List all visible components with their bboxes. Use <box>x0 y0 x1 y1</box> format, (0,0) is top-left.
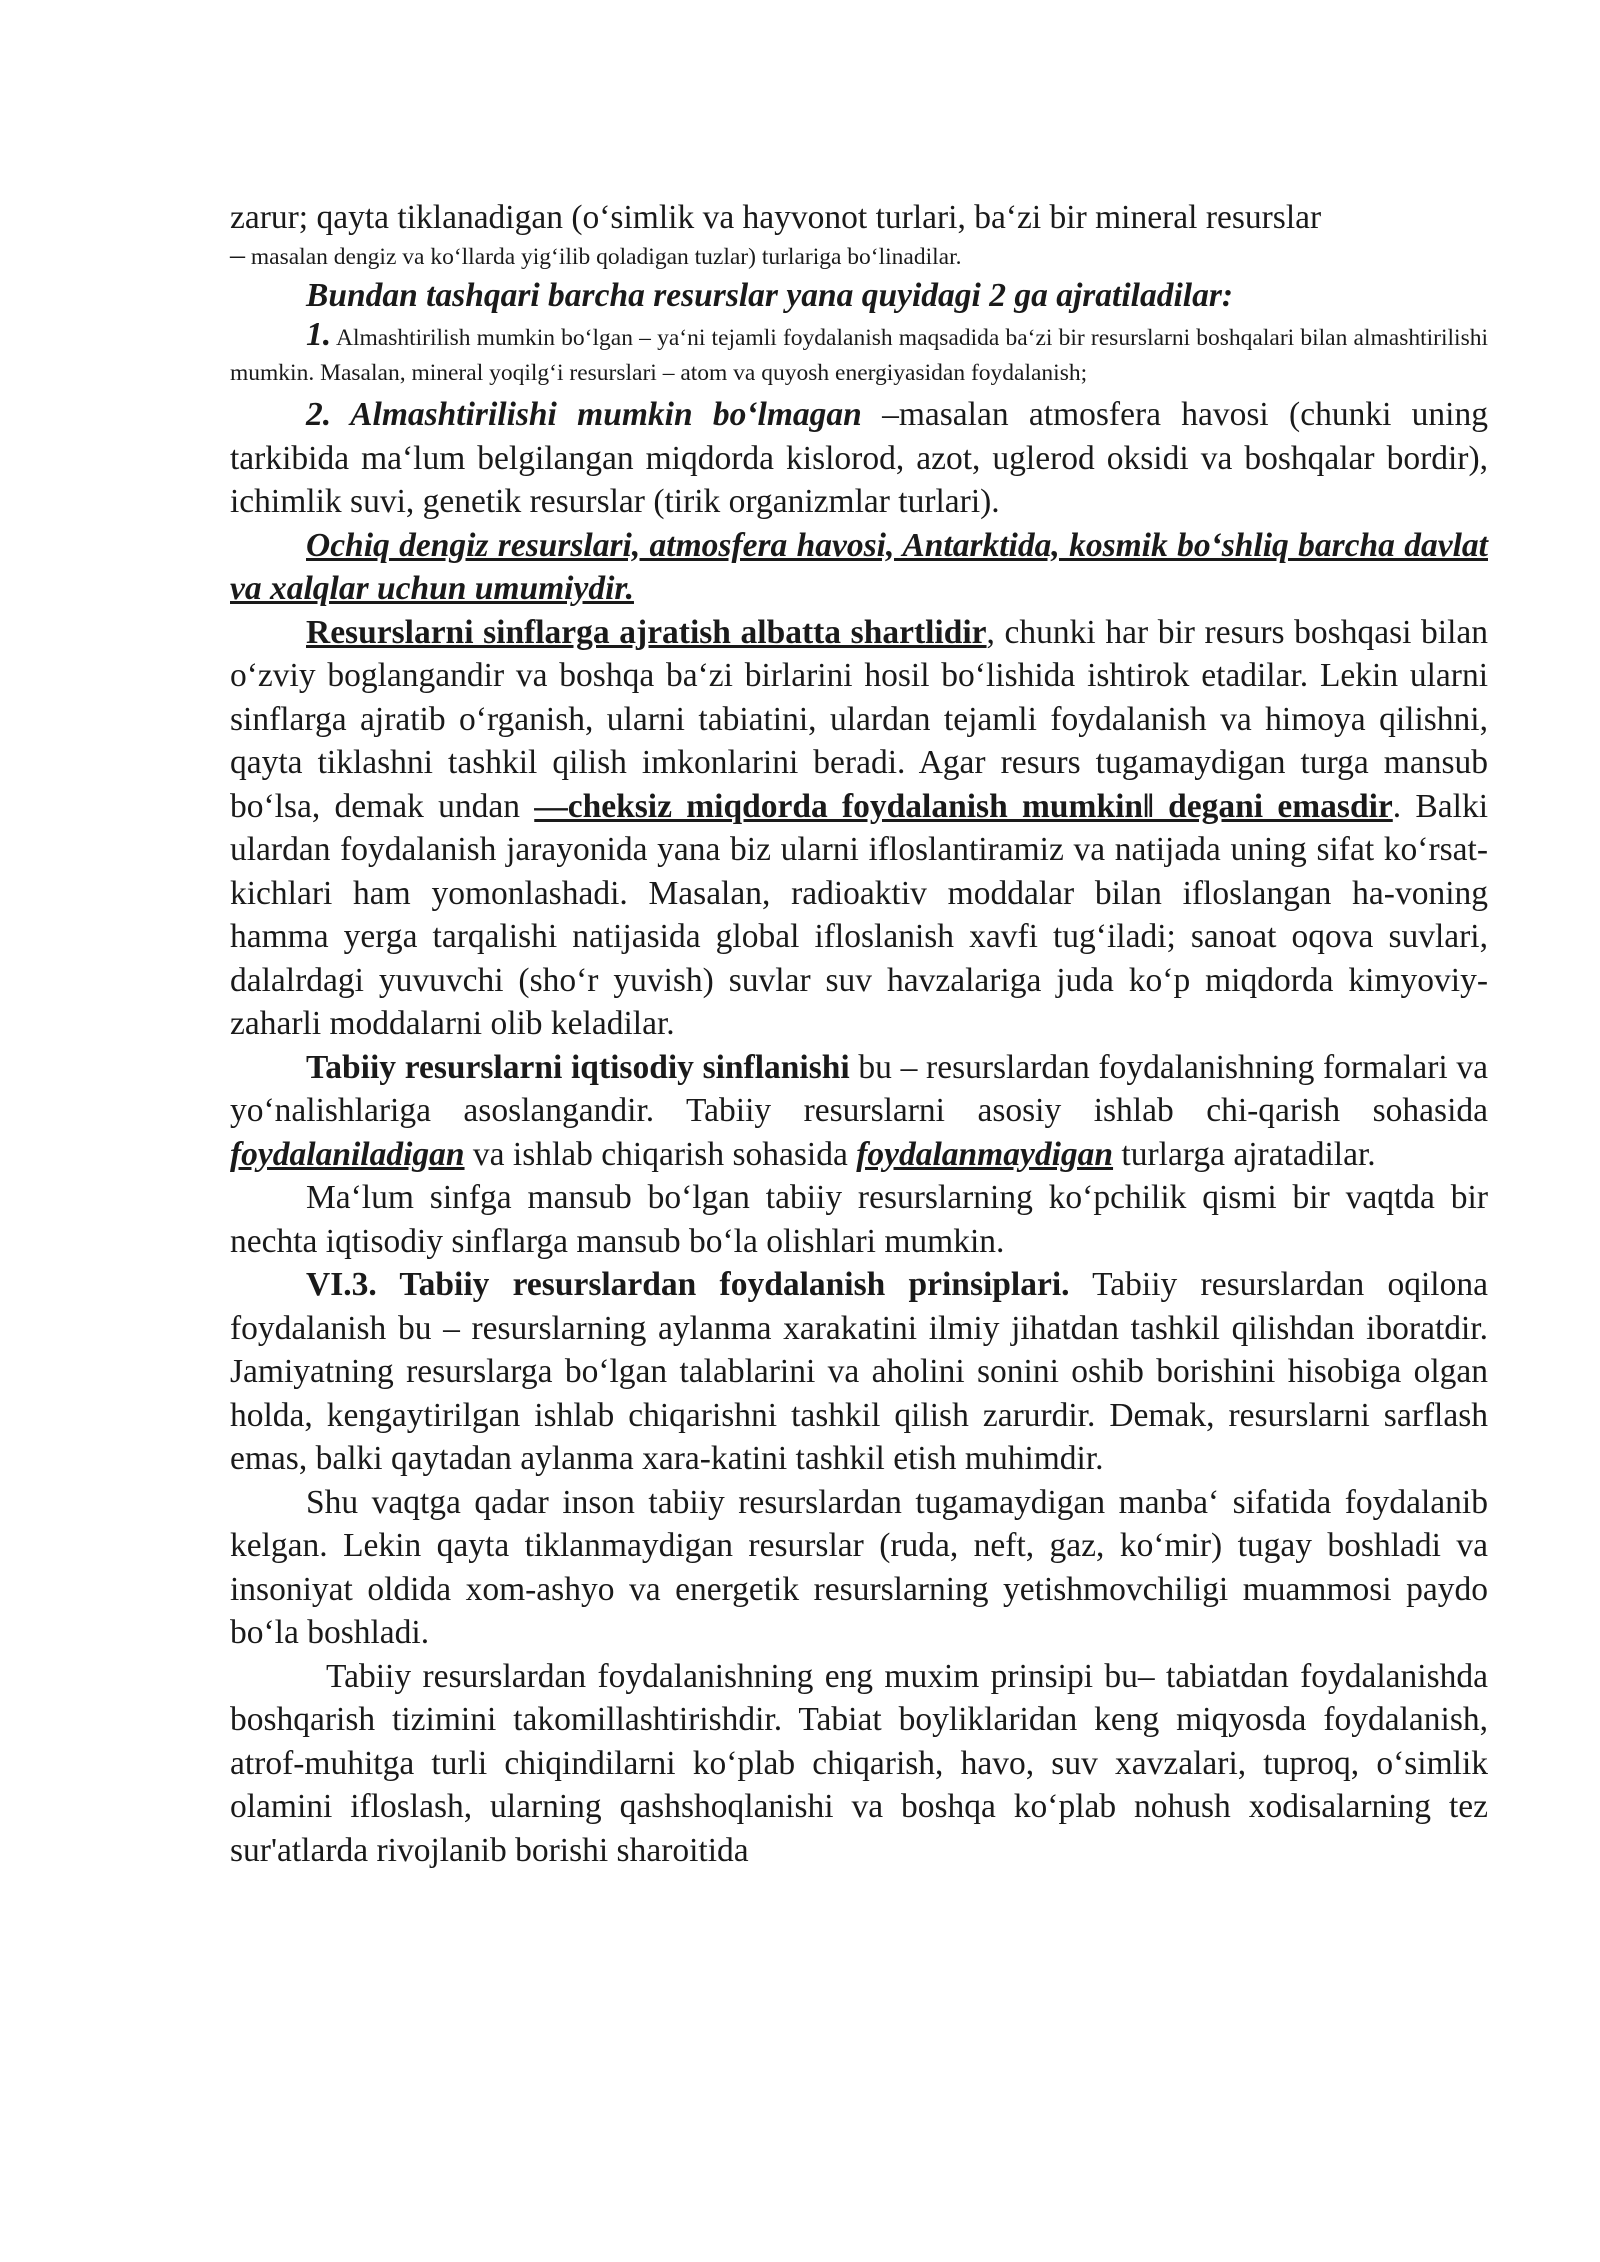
paragraph-8 <box>230 1176 1488 1263</box>
paragraph-6-heading: Resurslarni sinflarga ajratish albatta shartlidir <box>306 613 987 651</box>
term-unused: foydalanmaydigan <box>856 1135 1114 1173</box>
paragraph-7-text-a: bu – resurslardan foydalanishning formalari va yo‘nalishlariga asoslangandir. Tabiiy resurslarni asosiy ishlab chi-qarish sohasida <box>230 1048 1488 1129</box>
paragraph-11-text: Tabiiy resurslardan foydalanishning eng muxim prinsipi bu– tabiatdan foydalanishda boshqarish tizimini takomillashtirishdir. Tabiat boyliklaridan keng miqyosda foydalanish, atrof-muhitga turli chiqindilarni ko‘plab chiqarish, havo, suv xavzalari, tuproq, o‘simlik olamini ifloslash, ularning qashshoqlanishi va boshqa ko‘plab nohush xodisalarning tez sur'atlarda rivojlanib borishi sharoitida <box>230 1657 1488 1869</box>
paragraph-9-text: Tabiiy resurslardan oqilona foydalanish bu – resurslarning aylanma xarakatini ilmiy jihatdan tashkil qilishdan iboratdir. Jamiyatning resurslarga bo‘lgan talablarini va aholini sonini oshib borishini hisobiga olgan holda, kengaytirilgan ishlab chiqarishni tashkil qilish zarurdir. Demak, resurslarni sarflash emas, balki qaytadan aylanma xara-katini tashkil etish muhimdir. <box>230 1266 1488 1477</box>
paragraph-1-line-2: masalan dengiz va ko‘llarda yig‘ilib qoladigan tuzlar) turlariga bo‘linadilar. <box>245 243 962 270</box>
common-resources-statement: Ochiq dengiz resurslari, atmosfera havosi, Antarktida, kosmik bo‘shliq barcha davlat va xalqlar uchun umumiydir. <box>230 526 1488 607</box>
paragraph-6 <box>230 611 1488 1046</box>
paragraph-11 <box>230 1655 1488 1873</box>
list-number-1: 1. <box>306 316 332 353</box>
paragraph-8-text: Ma‘lum sinfga mansub bo‘lgan tabiiy resurslarning ko‘pchilik qismi bir vaqtda bir nechta iqtisodiy sinflarga mansub bo‘la olishlari mumkin. <box>230 1179 1488 1260</box>
paragraph-6-emphasis: ―cheksiz miqdorda foydalanish mumkin‖ degani emasdir <box>534 787 1393 825</box>
paragraph-3 <box>230 317 1488 391</box>
paragraph-2 <box>230 274 1488 318</box>
dash: – <box>230 237 245 271</box>
paragraph-7-text-c: turlarga ajratadilar. <box>1113 1135 1376 1173</box>
paragraph-10 <box>230 1481 1488 1655</box>
paragraph-7-heading: Tabiiy resurslarni iqtisodiy sinflanishi <box>306 1048 850 1086</box>
paragraph-1-line-1: zarur; qayta tiklanadigan (o‘simlik va hayvonot turlari, ba‘zi bir mineral resurslar <box>230 199 1322 236</box>
paragraph-5 <box>230 524 1488 611</box>
paragraph-4-text: –masalan atmosfera havosi (chunki uning tarkibida ma‘lum belgilangan miqdorda kislorod, azot, uglerod oksidi va boshqalar bordir), ichimlik suvi, genetik resurslar (tirik organizmlar turlari). <box>230 396 1488 520</box>
paragraph-3-text: Almashtirilish mumkin bo‘lgan – ya‘ni tejamli foydalanish maqsadida ba‘zi bir resurslarni boshqalari bilan almashtirilishi mumkin. Masalan, mineral yoqilg‘i resurslari – atom va quyosh energiyasidan foydalanish; <box>230 325 1488 386</box>
paragraph-6-text-a: , chunki har bir resurs boshqasi bilan o‘zviy boglangandir va boshqa ba‘zi birlarini hosil bo‘lishida ishtirok etadilar. Lekin ularni sinflarga ajratib o‘rganish, ularni tabiatini, ulardan tejamli foydalanish va himoya qilishni, qayta tiklashni tashkil qilish imkonlarini beradi. Agar resurs tugamaydigan turga mansub bo‘lsa, demak undan <box>230 613 1489 825</box>
list-item-2-heading: 2. Almashtirilishi mumkin bo‘lmagan <box>306 396 862 433</box>
term-used: foydalaniladigan <box>230 1135 465 1173</box>
paragraph-4 <box>230 393 1488 524</box>
paragraph-7 <box>230 1046 1488 1177</box>
section-heading-vi3: VI.3. Tabiiy resurslardan foydalanish prinsiplari. <box>306 1266 1070 1303</box>
paragraph-7-text-b: va ishlab chiqarish sohasida <box>464 1135 857 1173</box>
paragraph-6-text-b: . Balki ulardan foydalanish jarayonida yana biz ularni ifloslantiramiz va natijada uning sifat ko‘rsat-kichlari ham yomonlashadi. Masalan, radioaktiv moddalar bilan ifloslangan ha-voning hamma yerga tarqalishi natijasida global ifloslanish xavfi tug‘iladi; sanoat oqova suvlari, dalalrdagi yuvuvchi (sho‘r yuvish) suvlar suv havzalariga juda ko‘p miqdorda kimyoviy- zaharli moddalarni olib keladilar. <box>230 787 1489 1042</box>
paragraph-9 <box>230 1263 1488 1481</box>
heading-classification: Bundan tashqari barcha resurslar yana quyidagi 2 ga ajratiladilar: <box>306 276 1234 314</box>
paragraph-10-text: Shu vaqtga qadar inson tabiiy resurslardan tugamaydigan manba‘ sifatida foydalanib kelgan. Lekin qayta tiklanmaydigan resurslar (ruda, neft, gaz, ko‘mir) tugay boshladi va insoniyat oldida xom-ashyo va energetik resurslarning yetishmovchiligi muammosi paydo bo‘la boshladi. <box>230 1483 1488 1651</box>
paragraph-1 <box>230 196 1488 240</box>
paragraph-1-cont <box>230 237 1488 272</box>
